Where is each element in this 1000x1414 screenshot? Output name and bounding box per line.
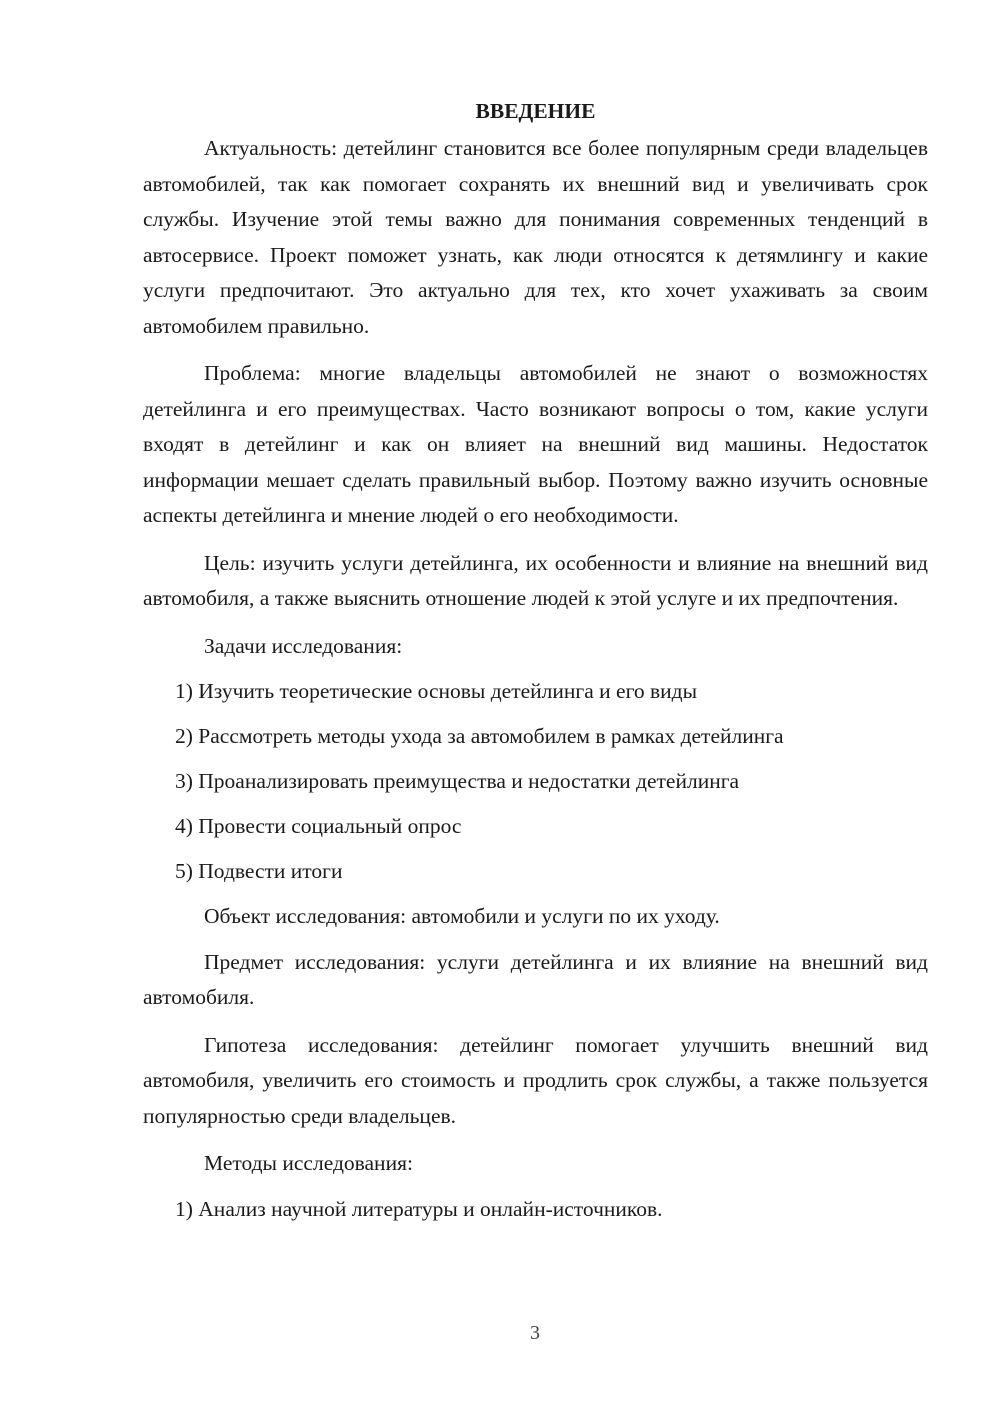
- method-item: 1) Анализ научной литературы и онлайн-источников.: [175, 1196, 663, 1221]
- methods-list: [143, 1192, 928, 1228]
- problem-paragraph: Проблема: многие владельцы автомобилей не знают о возможностях детейлинга и его преимуществах. Часто возникают вопросы о том, какие услуги входят в детейлинг и как он влияет на внешний вид машины. Недостаток информации мешает сделать правильный выбор. Поэтому важно изучить основные аспекты детейлинга и мнение людей о его необходимости.: [143, 361, 928, 527]
- task-item: 5) Подвести итоги: [175, 859, 343, 883]
- task-item: 1) Изучить теоретические основы детейлинга и его виды: [175, 679, 698, 703]
- goal-paragraph: Цель: изучить услуги детейлинга, их особенности и влияние на внешний вид автомобиля, а также выяснить отношение людей к этой услуге и их предпочтения.: [143, 550, 928, 610]
- tasks-heading: Задачи исследования:: [204, 633, 403, 658]
- methods-heading: Методы исследования:: [204, 1151, 413, 1175]
- task-item: 3) Проанализировать преимущества и недостатки детейлинга: [175, 769, 740, 793]
- section-title: ВВЕДЕНИЕ: [475, 99, 596, 123]
- task-item: 2) Рассмотреть методы ухода за автомобилем в рамках детейлинга: [175, 724, 784, 748]
- document-page: [143, 95, 928, 1237]
- object-paragraph: Объект исследования: автомобили и услуги по их уходу.: [204, 904, 720, 928]
- hypothesis-paragraph: Гипотеза исследования: детейлинг помогает улучшить внешний вид автомобиля, увеличить его стоимость и продлить срок службы, а также пользуется популярностью среди владельцев.: [143, 1032, 928, 1128]
- tasks-list: [143, 674, 928, 890]
- task-item: 4) Провести социальный опрос: [175, 814, 462, 838]
- relevance-paragraph: Актуальность: детейлинг становится все более популярным среди владельцев автомобилей, так как помогает сохранять их внешний вид и увеличивать срок службы. Изучение этой темы важно для понимания современных тенденций в автосервисе. Проект поможет узнать, как люди относятся к детямлингу и какие услуги предпочитают. Это актуально для тех, кто хочет ухаживать за своим автомобилем правильно.: [143, 136, 928, 338]
- subject-paragraph: Предмет исследования: услуги детейлинга и их влияние на внешний вид автомобиля.: [143, 949, 928, 1009]
- page-number: 3: [530, 1322, 540, 1344]
